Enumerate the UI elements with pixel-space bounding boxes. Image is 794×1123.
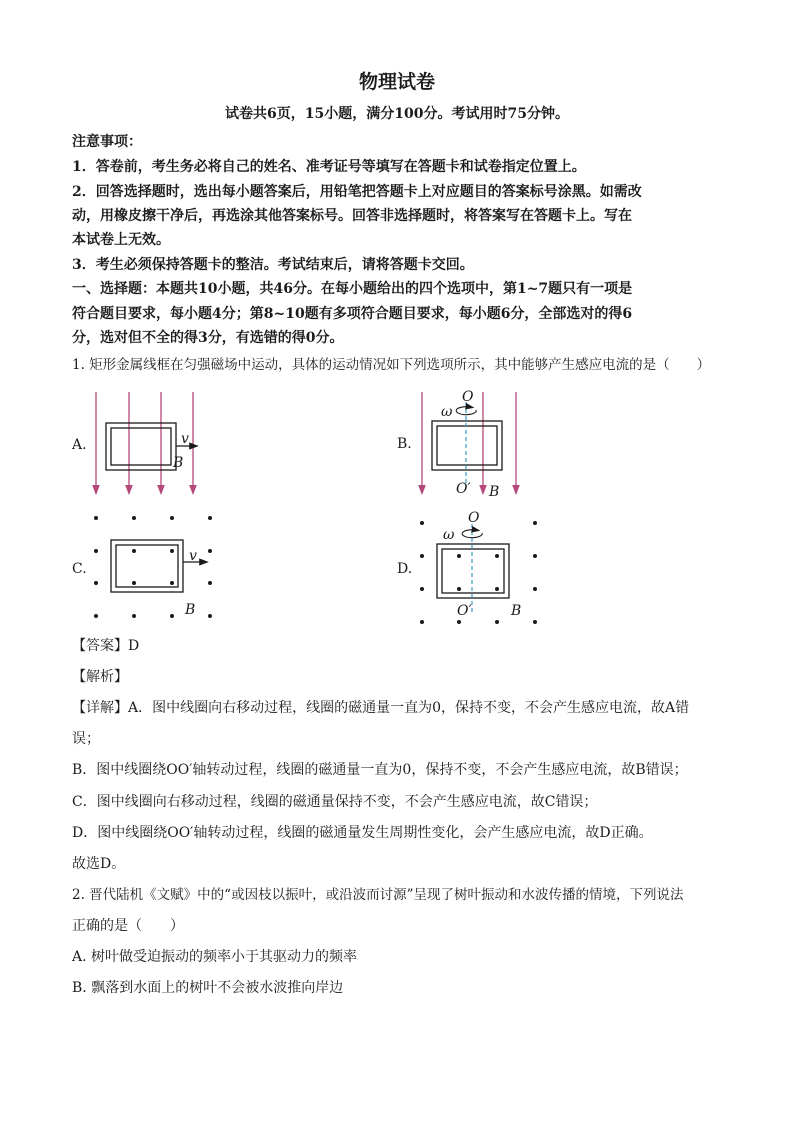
q1-detail-a-line-1 bbox=[72, 698, 689, 718]
answer-label: 【答案】 bbox=[72, 638, 128, 654]
figure-b-o-label: O bbox=[462, 389, 474, 405]
q2-stem-line-1: 2. 晋代陆机《文赋》中的“或因枝以振叶，或沿波而讨源”呈现了树叶振动和水波传播的情境，下列说法 bbox=[72, 887, 684, 903]
figure-d-option-label: D. bbox=[397, 561, 413, 577]
q1-detail-a-line-2: 误； bbox=[72, 731, 100, 747]
figure-a-v-label: v bbox=[181, 431, 189, 447]
figure-b-o-prime-label: O′ bbox=[456, 481, 471, 497]
q1-analysis-label: 【解析】 bbox=[72, 669, 128, 685]
detail-label: 【详解】 bbox=[72, 700, 128, 716]
figure-d-o-prime-label: O′ bbox=[457, 603, 472, 619]
figure-a-option-label: A. bbox=[72, 437, 87, 453]
figure-b-b-label: B bbox=[489, 484, 500, 500]
figure-b-option-label: B. bbox=[397, 436, 412, 452]
q1-conclusion: 故选D。 bbox=[72, 856, 126, 872]
figure-d-omega-label: ω bbox=[443, 527, 455, 543]
note-1: 1．答卷前，考生务必将自己的姓名、准考证号等填写在答题卡和试卷指定位置上。 bbox=[72, 159, 586, 175]
figure-d-b-label: B bbox=[511, 603, 522, 619]
section1-line-1: 一、选择题：本题共10小题，共46分。在每小题给出的四个选项中，第1~7题只有一项是 bbox=[72, 281, 633, 297]
section1-line-3: 分，选对但不全的得3分，有选错的得0分。 bbox=[72, 330, 344, 346]
note-2-line-1: 2．回答选择题时，选出每小题答案后，用铅笔把答题卡上对应题目的答案标号涂黑。如需改 bbox=[72, 184, 642, 200]
section1-line-2: 符合题目要求，每小题4分；第8~10题有多项符合题目要求，每小题6分，全部选对的得6 bbox=[72, 306, 633, 322]
q1-answer bbox=[72, 636, 139, 656]
q1-stem: 1. 矩形金属线框在匀强磁场中运动，具体的运动情况如下列选项所示，其中能够产生感应电流的是（ ） bbox=[72, 357, 711, 373]
q1-detail-c: C．图中线圈向右移动过程，线圈的磁通量保持不变，不会产生感应电流，故C错误； bbox=[72, 794, 598, 810]
exam-info: 试卷共6页，15小题，满分100分。考试用时75分钟。 bbox=[225, 106, 569, 122]
figure-d-o-label: O bbox=[468, 510, 480, 526]
q1-detail-b: B．图中线圈绕OO′轴转动过程，线圈的磁通量一直为0，保持不变，不会产生感应电流，故B错误； bbox=[72, 762, 688, 778]
figure-c-option-label: C. bbox=[72, 561, 87, 577]
note-2-line-2: 动，用橡皮擦干净后，再选涂其他答案标号。回答非选择题时，将答案写在答题卡上。写在 bbox=[72, 208, 632, 224]
note-2-line-3: 本试卷上无效。 bbox=[72, 232, 170, 248]
answer-value: D bbox=[128, 638, 140, 654]
note-3: 3．考生必须保持答题卡的整洁。考试结束后，请将答题卡交回。 bbox=[72, 257, 474, 273]
figure-b-omega-label: ω bbox=[441, 404, 453, 420]
figure-a-b-label: B bbox=[173, 455, 184, 471]
q1-detail-d: D．图中线圈绕OO′轴转动过程，线圈的磁通量发生周期性变化，会产生感应电流，故D正确。 bbox=[72, 825, 653, 841]
figure-c-b-label: B bbox=[185, 602, 196, 618]
detail-a-text: A．图中线圈向右移动过程，线圈的磁通量一直为0，保持不变，不会产生感应电流，故A错 bbox=[128, 700, 690, 716]
q2-option-b: B. 飘落到水面上的树叶不会被水波推向岸边 bbox=[72, 980, 344, 996]
notes-heading: 注意事项： bbox=[72, 134, 142, 150]
figure-c-v-label: v bbox=[189, 548, 197, 564]
q2-stem-line-2: 正确的是（ ） bbox=[72, 918, 184, 934]
q2-option-a: A. 树叶做受迫振动的频率小于其驱动力的频率 bbox=[72, 949, 358, 965]
page-title: 物理试卷 bbox=[358, 71, 435, 93]
